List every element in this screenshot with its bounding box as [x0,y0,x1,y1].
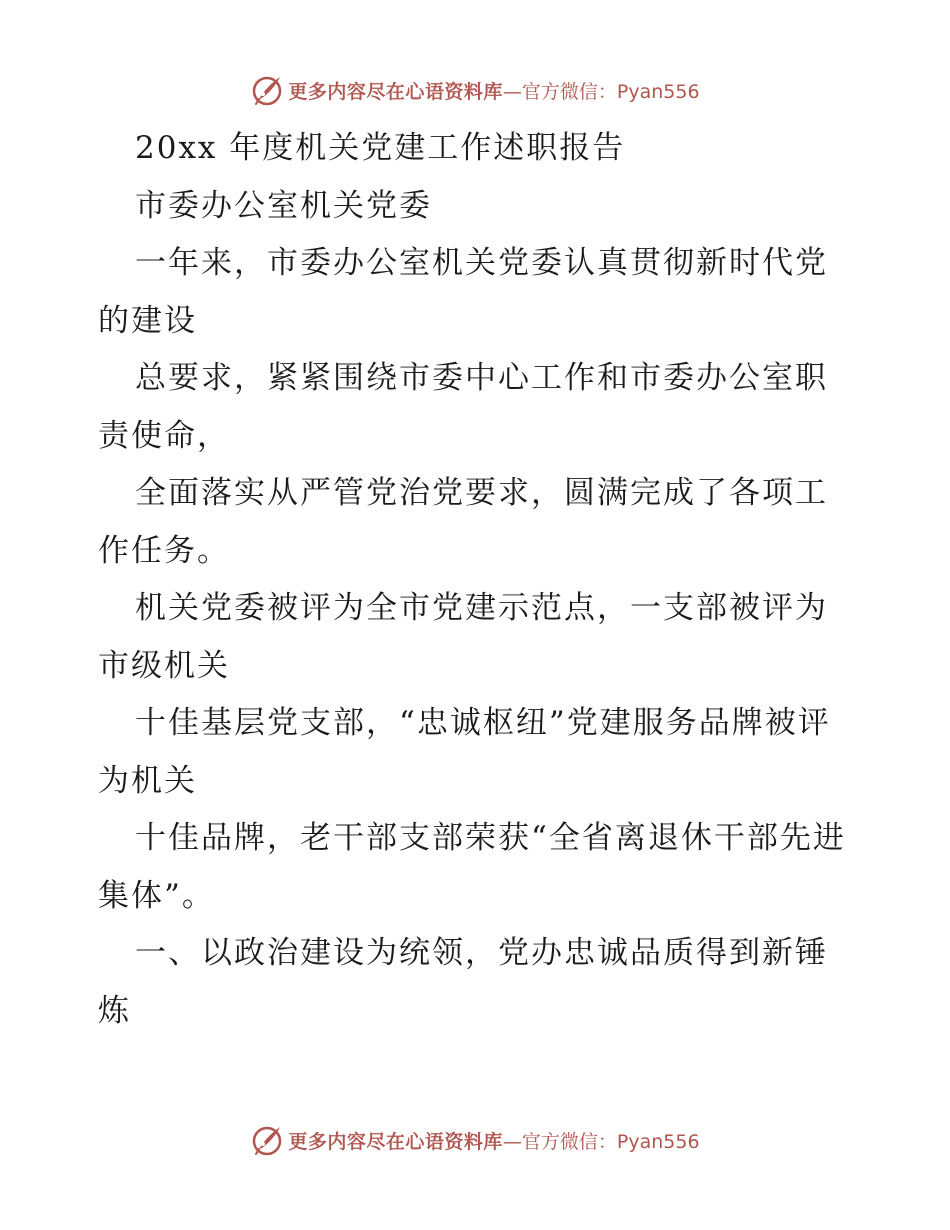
footer-banner-wechat: —官方微信：Pyan556 [502,1130,700,1153]
section-heading-1: 一、以政治建设为统领，党办忠诚品质得到新锤炼 [98,935,828,1029]
paragraph-4: 机关党委被评为全市党建示范点，一支部被评为市级机关 [98,590,828,684]
header-banner-text: 更多内容尽在心语资料库 [288,80,503,103]
footer-banner-text: 更多内容尽在心语资料库 [288,1130,503,1153]
header-banner-wechat: —官方微信：Pyan556 [502,80,700,103]
quill-pen-logo-icon [250,73,284,107]
quill-pen-logo-icon [250,1123,284,1157]
paragraph-5: 十佳基层党支部，“忠诚枢纽”党建服务品牌被评为机关 [98,705,831,799]
document-body [98,120,850,1040]
header-banner [0,70,950,110]
paragraph-2: 总要求，紧紧围绕市委中心工作和市委办公室职责使命， [98,360,828,454]
paragraph-1: 一年来，市委办公室机关党委认真贯彻新时代党的建设 [98,245,828,339]
paragraph-3: 全面落实从严管党治党要求，圆满完成了各项工作任务。 [98,475,828,569]
paragraph-6: 十佳品牌，老干部支部荣获“全省离退休干部先进集体”。 [98,820,846,914]
footer-banner [0,1120,950,1160]
document-author: 市委办公室机关党委 [135,187,432,224]
document-title: 20xx 年度机关党建工作述职报告 [135,130,626,166]
